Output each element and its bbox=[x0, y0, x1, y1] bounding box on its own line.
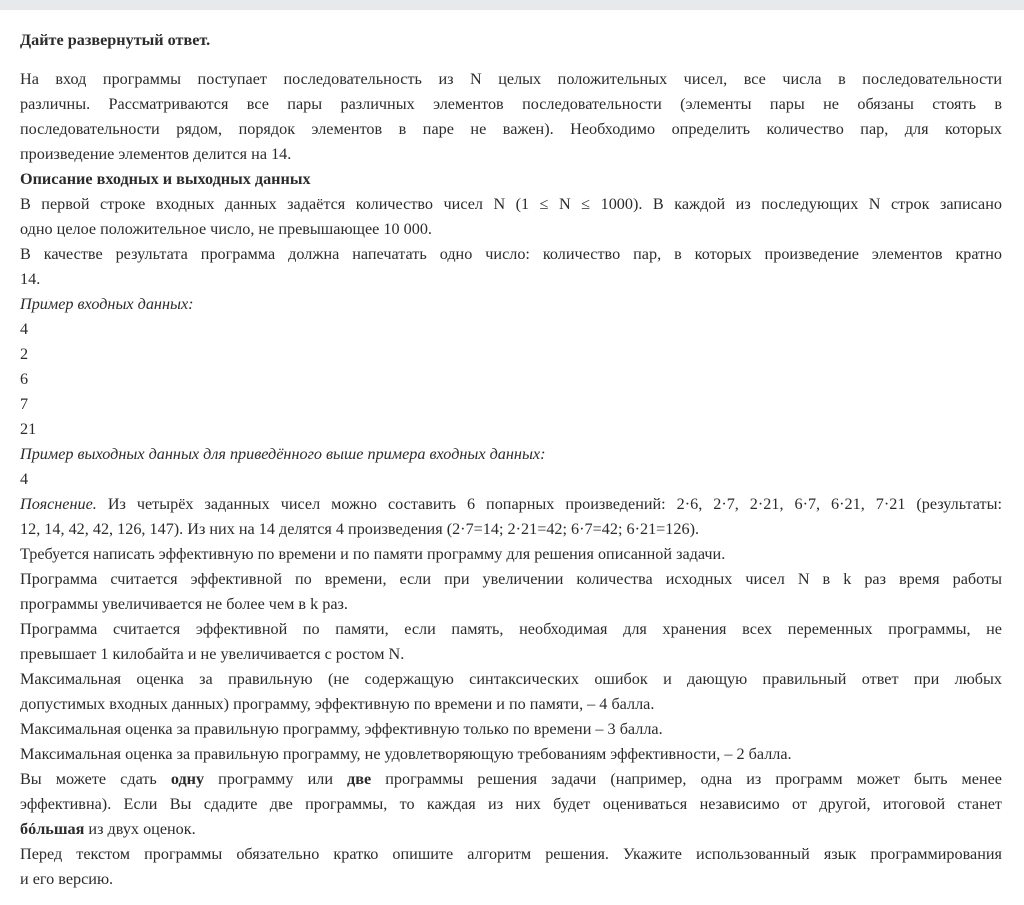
intro-line: На вход программы поступает последовательность из N целых положительных чисел, все числа в последовательности bbox=[20, 70, 1002, 88]
max-score-3: Максимальная оценка за правильную программу, эффективную только по времени – 3 балла. bbox=[20, 720, 663, 738]
explanation-line bbox=[20, 492, 1002, 517]
memory-efficiency-line: Программа считается эффективной по памяти, если память, необходимая для хранения всех переменных программы, не bbox=[20, 620, 1002, 638]
output-desc-line: 14. bbox=[20, 270, 41, 288]
submit-bold-one: одну bbox=[170, 770, 205, 788]
input-example-value: 21 bbox=[20, 420, 37, 438]
intro-line: различны. Рассматриваются все пары различных элементов последовательности (элементы пары не обязаны стоять в bbox=[20, 95, 1002, 113]
max-score-4-line: Максимальная оценка за правильную (не содержащую синтаксических ошибок и дающую правильный ответ при любых bbox=[20, 670, 1002, 688]
output-example-label: Пример выходных данных для приведённого выше примера входных данных: bbox=[20, 445, 546, 463]
submit-text: Вы можете сдать bbox=[20, 770, 171, 788]
explanation-line: 12, 14, 42, 42, 126, 147). Из них на 14 делятся 4 произведения (2·7=14; 2·21=42; 6·7=42; 6·21=126). bbox=[20, 520, 700, 538]
input-example-value: 4 bbox=[20, 320, 29, 338]
submit-line: эффективна). Если Вы сдадите две программы, то каждая из них будет оцениваться независимо от другой, итоговой станет bbox=[20, 795, 1002, 813]
input-example-value: 6 bbox=[20, 370, 29, 388]
top-bar bbox=[0, 0, 1024, 10]
max-score-2: Максимальная оценка за правильную программу, не удовлетворяющую требованиям эффективности, – 2 балла. bbox=[20, 745, 792, 763]
task-title: Дайте развернутый ответ. bbox=[20, 31, 211, 49]
max-score-4-line: допустимых входных данных) программу, эффективную по времени и по памяти, – 4 балла. bbox=[20, 695, 655, 713]
submit-line bbox=[20, 767, 1002, 792]
final-line: и его версию. bbox=[20, 870, 114, 888]
task-content bbox=[20, 28, 1002, 892]
io-heading: Описание входных и выходных данных bbox=[20, 170, 311, 188]
submit-text: программы решения задачи (например, одна из программ может быть менее bbox=[371, 770, 1002, 788]
output-example-value: 4 bbox=[20, 470, 29, 488]
output-desc-line: В качестве результата программа должна напечатать одно число: количество пар, в которых произведение элементов кратно bbox=[20, 245, 1002, 263]
intro-line: произведение элементов делится на 14. bbox=[20, 145, 292, 163]
memory-efficiency-line: превышает 1 килобайта и не увеличивается с ростом N. bbox=[20, 645, 405, 663]
explanation-text: Из четырёх заданных чисел можно составить 6 попарных произведений: 2·6, 2·7, 2·21, 6·7, 6·21, 7·21 (результаты: bbox=[96, 495, 1002, 513]
input-desc-line: одно целое положительное число, не превышающее 10 000. bbox=[20, 220, 432, 238]
submit-bold-bigger: бóльшая bbox=[20, 820, 85, 838]
submit-line bbox=[20, 817, 1002, 842]
requirement-text: Требуется написать эффективную по времени и по памяти программу для решения описанной задачи. bbox=[20, 545, 726, 563]
final-line: Перед текстом программы обязательно кратко опишите алгоритм решения. Укажите использованный язык программирования bbox=[20, 845, 1002, 863]
submit-text: программу или bbox=[204, 770, 348, 788]
submit-bold-two: две bbox=[347, 770, 372, 788]
input-desc-line: В первой строке входных данных задаётся количество чисел N (1 ≤ N ≤ 1000). В каждой из последующих N строк записано bbox=[20, 195, 1002, 213]
explanation-label: Пояснение. bbox=[20, 495, 97, 513]
time-efficiency-line: Программа считается эффективной по времени, если при увеличении количества исходных чисел N в k раз время работы bbox=[20, 570, 1002, 588]
input-example-value: 7 bbox=[20, 395, 29, 413]
submit-text: из двух оценок. bbox=[84, 820, 196, 838]
intro-line: последовательности рядом, порядок элементов в паре не важен). Необходимо определить количество пар, для которых bbox=[20, 120, 1002, 138]
input-example-label: Пример входных данных: bbox=[20, 295, 194, 313]
time-efficiency-line: программы увеличивается не более чем в k раз. bbox=[20, 595, 348, 613]
input-example-value: 2 bbox=[20, 345, 29, 363]
